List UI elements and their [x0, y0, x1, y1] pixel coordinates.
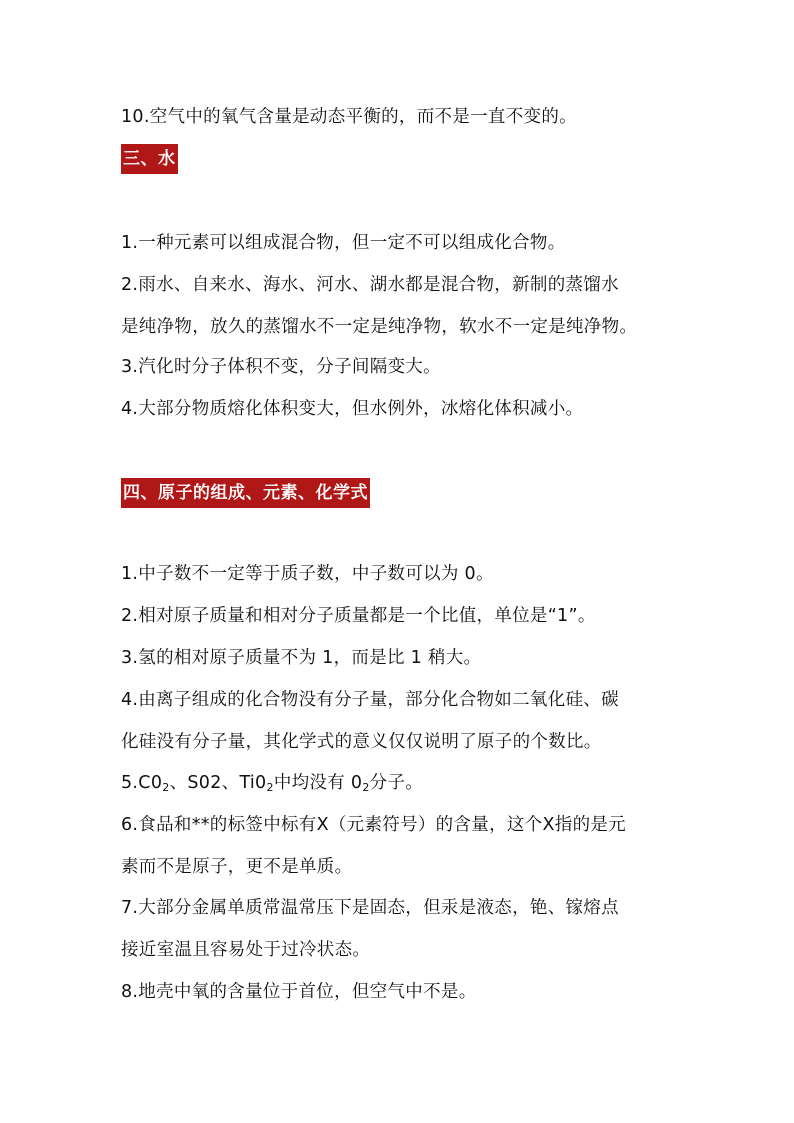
section2-item-10: 10.空气中的氧气含量是动态平衡的，而不是一直不变的。	[121, 107, 577, 127]
item5-subscript-3: 2	[362, 781, 370, 794]
section3-item-1: 1.一种元素可以组成混合物，但一定不可以组成化合物。	[121, 233, 566, 253]
section3-item-2-line-2: 是纯净物，放久的蒸馏水不一定是纯净物，软水不一定是纯净物。	[121, 317, 638, 337]
item5-text-2: 、S02、Ti0	[169, 773, 267, 793]
section4-item-7-line-2: 接近室温且容易处于过冷状态。	[121, 940, 371, 960]
item5-subscript-2: 2	[266, 781, 274, 794]
item5-text-3: 中均没有 0	[273, 773, 363, 793]
section3-item-2-line-1: 2.雨水、自来水、海水、河水、湖水都是混合物，新制的蒸馏水	[121, 275, 619, 295]
section4-item-6-line-2: 素而不是原子，更不是单质。	[121, 857, 353, 877]
section4-item-2: 2.相对原子质量和相对分子质量都是一个比值，单位是“1”。	[121, 606, 596, 626]
section4-item-5	[121, 772, 423, 794]
section4-item-3: 3.氢的相对原子质量不为 1，而是比 1 稍大。	[121, 648, 482, 668]
section4-item-4-line-2: 化硅没有分子量，其化学式的意义仅仅说明了原子的个数比。	[121, 732, 602, 752]
section4-item-6-line-1: 6.食品和**的标签中标有X（元素符号）的含量，这个X指的是元	[121, 815, 626, 835]
section4-item-4-line-1: 4.由离子组成的化合物没有分子量，部分化合物如二氧化硅、碳	[121, 690, 619, 710]
item5-text-1: 5.C0	[121, 773, 163, 793]
item5-subscript-1: 2	[162, 781, 170, 794]
section4-item-1: 1.中子数不一定等于质子数，中子数可以为 0。	[121, 564, 494, 584]
section3-item-4: 4.大部分物质熔化体积变大，但水例外，冰熔化体积减小。	[121, 399, 584, 419]
section4-heading: 四、原子的组成、元素、化学式	[121, 478, 370, 508]
section4-item-7-line-1: 7.大部分金属单质常温常压下是固态，但汞是液态，铯、镓熔点	[121, 898, 619, 918]
section4-item-8: 8.地壳中氧的含量位于首位，但空气中不是。	[121, 982, 477, 1002]
section3-heading: 三、水	[121, 144, 178, 174]
section3-item-3: 3.汽化时分子体积不变，分子间隔变大。	[121, 357, 441, 377]
item5-text-4: 分子。	[369, 773, 424, 793]
